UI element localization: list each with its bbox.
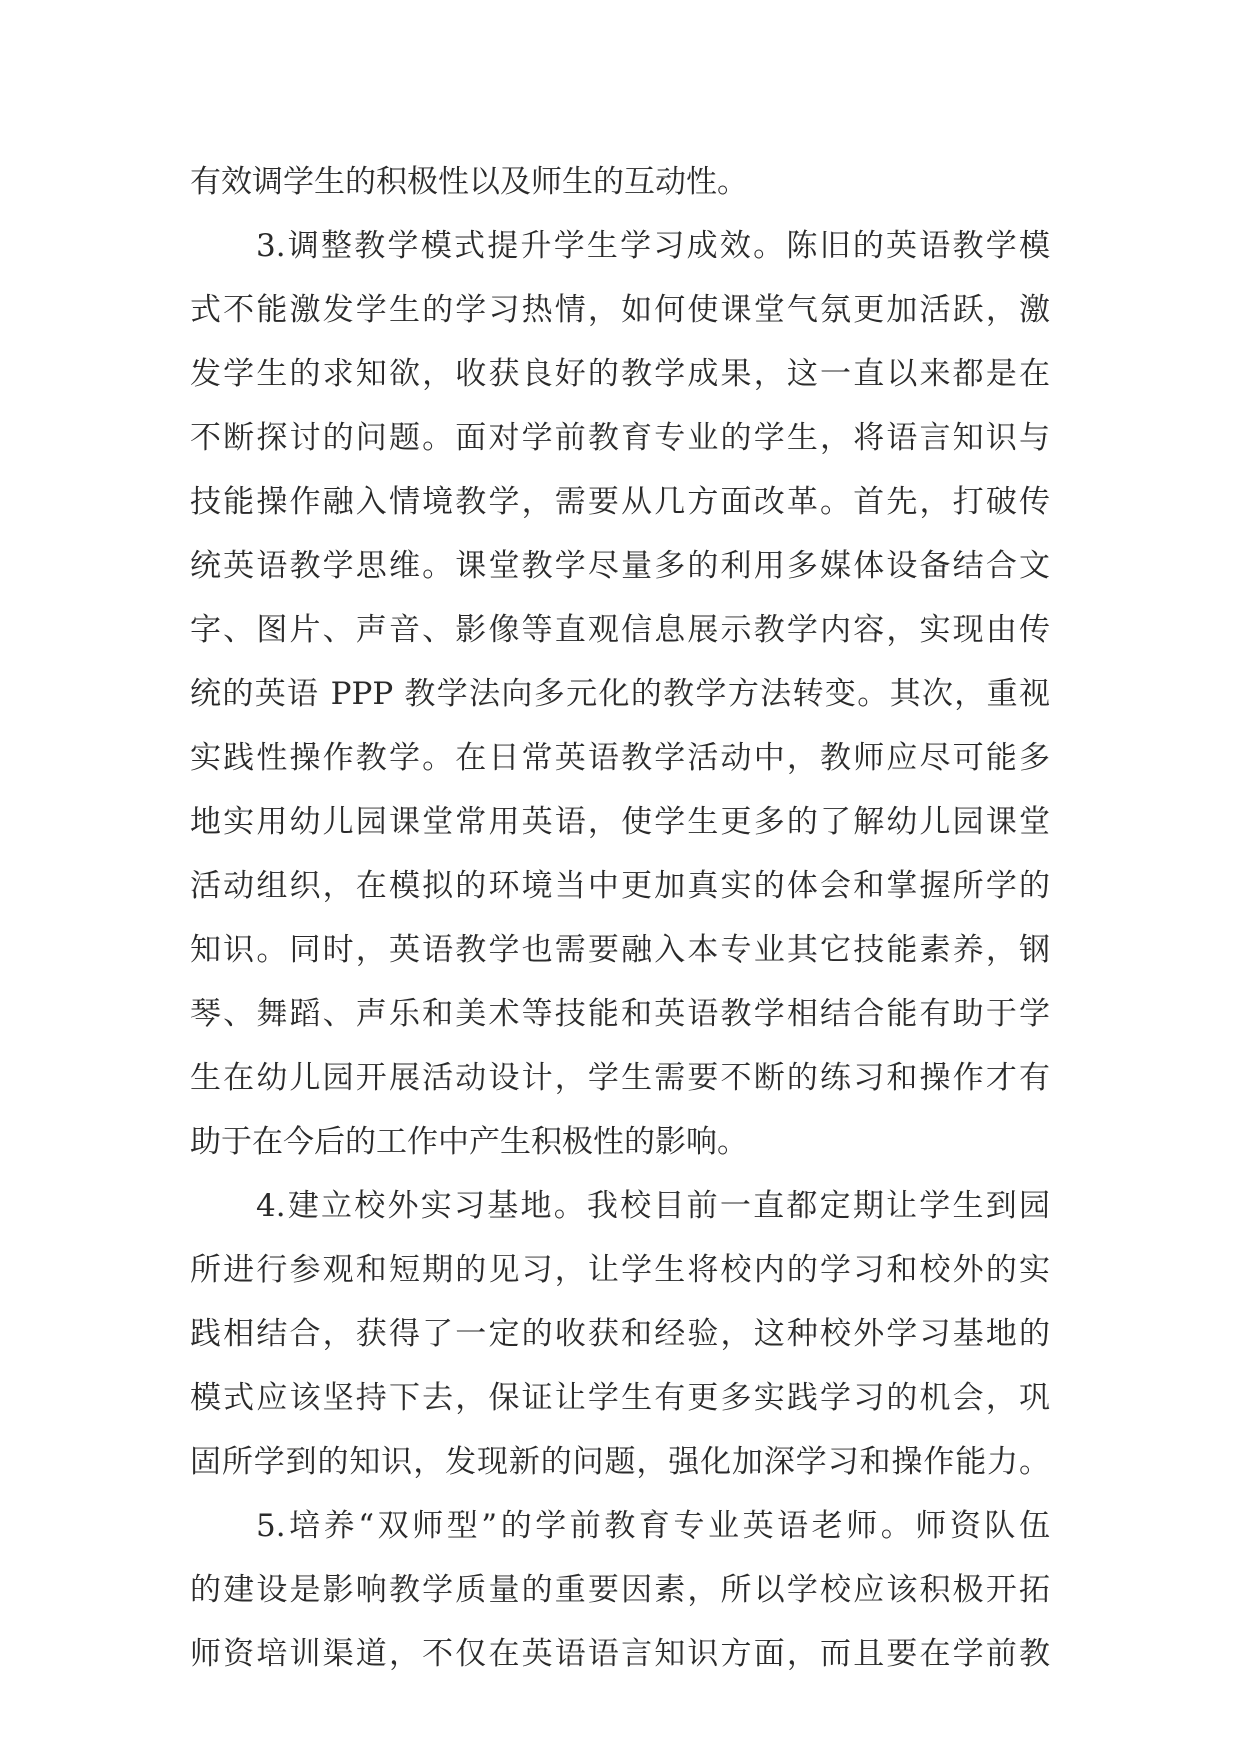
text-line: 统英语教学思维。课堂教学尽量多的利用多媒体设备结合文 [190,548,1050,584]
text-line: 式不能激发学生的学习热情，如何使课堂气氛更加活跃，激 [190,292,1050,328]
body-text [190,150,1050,1686]
text-line: 3.调整教学模式提升学生学习成效。陈旧的英语教学模 [256,228,1050,264]
text-line: 统的英语 PPP 教学法向多元化的教学方法转变。其次，重视 [190,676,1050,712]
text-line: 4.建立校外实习基地。我校目前一直都定期让学生到园 [256,1188,1050,1224]
text-line: 生在幼儿园开展活动设计，学生需要不断的练习和操作才有 [190,1060,1050,1096]
text-line: 的建设是影响教学质量的重要因素，所以学校应该积极开拓 [190,1572,1050,1608]
text-line: 知识。同时，英语教学也需要融入本专业其它技能素养，钢 [190,932,1050,968]
text-line: 有效调学生的积极性以及师生的互动性。 [190,164,748,200]
text-line: 模式应该坚持下去，保证让学生有更多实践学习的机会，巩 [190,1380,1050,1416]
text-line: 固所学到的知识，发现新的问题，强化加深学习和操作能力。 [190,1444,1050,1480]
text-line: 发学生的求知欲，收获良好的教学成果，这一直以来都是在 [190,356,1050,392]
text-line: 师资培训渠道，不仅在英语语言知识方面，而且要在学前教 [190,1636,1050,1672]
text-line: 所进行参观和短期的见习，让学生将校内的学习和校外的实 [190,1252,1050,1288]
text-line: 5.培养“双师型”的学前教育专业英语老师。师资队伍 [256,1508,1050,1544]
text-line: 助于在今后的工作中产生积极性的影响。 [190,1124,748,1160]
text-line: 技能操作融入情境教学，需要从几方面改革。首先，打破传 [190,484,1050,520]
text-line: 地实用幼儿园课堂常用英语，使学生更多的了解幼儿园课堂 [190,804,1050,840]
text-line: 琴、舞蹈、声乐和美术等技能和英语教学相结合能有助于学 [190,996,1050,1032]
text-line: 实践性操作教学。在日常英语教学活动中，教师应尽可能多 [190,740,1050,776]
text-line: 不断探讨的问题。面对学前教育专业的学生，将语言知识与 [190,420,1050,456]
text-line: 字、图片、声音、影像等直观信息展示教学内容，实现由传 [190,612,1050,648]
text-line: 践相结合，获得了一定的收获和经验，这种校外学习基地的 [190,1316,1050,1352]
text-line: 活动组织，在模拟的环境当中更加真实的体会和掌握所学的 [190,868,1050,904]
